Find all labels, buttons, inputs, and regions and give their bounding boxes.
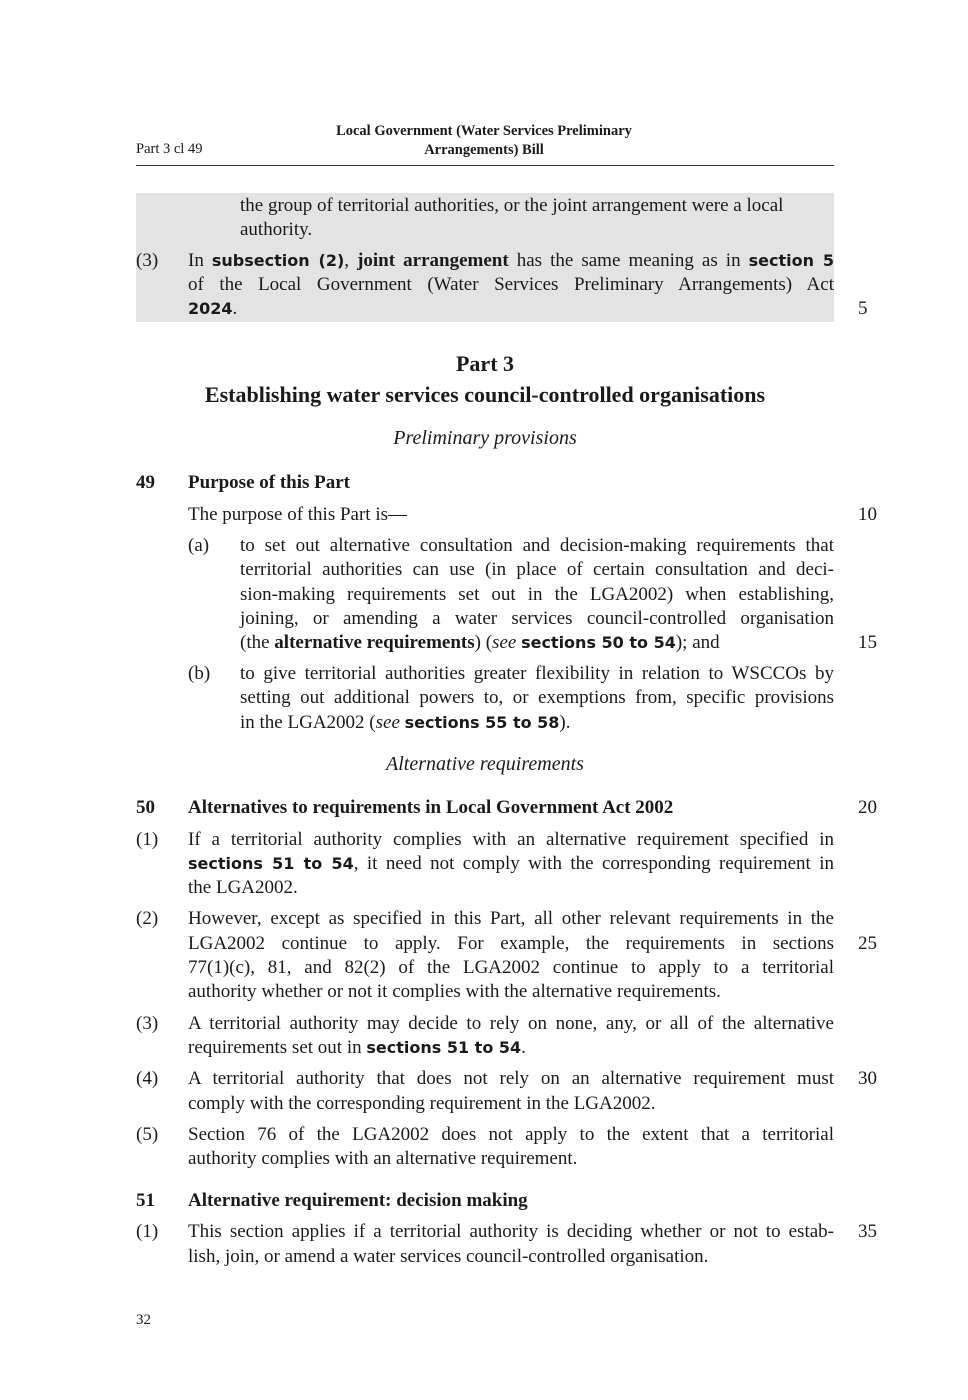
paragraph-b-line-2: setting out additional powers to, or exemptions from, specific provisions <box>240 687 834 708</box>
cross-reference: subsection (2) <box>211 251 345 270</box>
subsection-3-line-1 <box>188 249 834 274</box>
running-header-title-line2: Arrangements) Bill <box>424 142 544 158</box>
line-number: 5 <box>858 298 868 319</box>
text-run: . <box>232 298 238 319</box>
s50-1-line-1: If a territorial authority complies with an alternative requirement specified in <box>188 829 834 850</box>
running-header-title-line1: Local Government (Water Services Preliminary <box>336 123 632 139</box>
part-title: Establishing water services council-controlled organisations <box>204 382 766 407</box>
s50-2-line-2: LGA2002 continue to apply. For example, the requirements in sections <box>188 933 834 954</box>
section-heading: Purpose of this Part <box>188 472 351 493</box>
text-run: ) ( <box>474 632 493 653</box>
text-run: In <box>188 250 212 271</box>
part-number: Part 3 <box>455 351 515 376</box>
text-run: in the LGA2002 ( <box>240 712 376 733</box>
subsection-3-line-2: of the Local Government (Water Services Preliminary Arrangements) Act <box>188 274 834 295</box>
s50-4-line-1: A territorial authority that does not rely on an alternative requirement must <box>188 1068 834 1089</box>
text-run: requirements set out in <box>188 1037 367 1058</box>
s50-3-line-1: A territorial authority may decide to rely on none, any, or all of the alternative <box>188 1013 834 1034</box>
defined-term: joint arrangement <box>357 250 509 271</box>
paragraph-label: (b) <box>188 663 211 684</box>
subsection-number: (3) <box>136 250 159 271</box>
subsection-number: (2) <box>136 908 159 929</box>
text-run: see <box>492 632 517 653</box>
cross-reference: 2024 <box>188 299 233 318</box>
cross-reference: sections 55 to 58 <box>404 713 560 732</box>
text-run: ). <box>559 712 571 733</box>
cross-heading-alternative: Alternative requirements <box>386 753 584 775</box>
text-run: . <box>521 1037 526 1058</box>
line-number: 25 <box>858 933 877 954</box>
carry-line-2: authority. <box>240 219 313 240</box>
page-number: 32 <box>136 1312 151 1328</box>
paragraph-a-line-3: sion-making requirements set out in the LGA2002) when establishing, <box>240 584 834 605</box>
s50-1-line-3: the LGA2002. <box>188 877 298 898</box>
subsection-number: (4) <box>136 1068 159 1089</box>
s50-5-line-2: authority complies with an alternative requirement. <box>188 1148 578 1169</box>
paragraph-b-line-3 <box>240 711 571 736</box>
cross-heading-preliminary: Preliminary provisions <box>393 427 577 449</box>
s50-2-line-1: However, except as specified in this Part, all other relevant requirements in the <box>188 908 834 929</box>
s50-5-line-1: Section 76 of the LGA2002 does not apply to the extent that a territorial <box>188 1124 834 1145</box>
subsection-number: (5) <box>136 1124 159 1145</box>
line-number: 10 <box>858 504 877 525</box>
cross-reference: sections 51 to 54 <box>188 854 354 873</box>
paragraph-a-line-1: to set out alternative consultation and decision-making requirements that <box>240 535 834 556</box>
s50-1-line-2 <box>188 852 834 877</box>
text-run: ); and <box>675 632 720 653</box>
text-run: see <box>375 712 400 733</box>
line-number: 30 <box>858 1068 877 1089</box>
defined-term: alternative requirements <box>274 632 475 653</box>
line-number: 20 <box>858 797 877 818</box>
cross-reference: sections 50 to 54 <box>521 633 676 652</box>
paragraph-a-line-4: joining, or amending a water services council-controlled organisation <box>240 608 834 629</box>
text-run: , <box>344 250 358 271</box>
section-heading: Alternatives to requirements in Local Government Act 2002 <box>188 797 674 818</box>
paragraph-b-line-1: to give territorial authorities greater flexibility in relation to WSCCOs by <box>240 663 834 684</box>
paragraph-label: (a) <box>188 535 210 556</box>
s50-4-line-2: comply with the corresponding requirement in the LGA2002. <box>188 1093 656 1114</box>
running-header-part: Part 3 cl 49 <box>136 141 203 157</box>
header-rule <box>136 165 834 166</box>
section-intro: The purpose of this Part is— <box>188 504 408 525</box>
s50-3-line-2 <box>188 1036 526 1061</box>
carry-line-1: the group of territorial authorities, or the joint arrangement were a local <box>240 195 784 216</box>
paragraph-a-line-5 <box>240 631 720 656</box>
s51-1-line-1: This section applies if a territorial authority is deciding whether or not to estab- <box>188 1221 834 1242</box>
text-run: (the <box>240 632 275 653</box>
s50-2-line-4: authority whether or not it complies with the alternative requirements. <box>188 981 721 1002</box>
running-header-title <box>300 122 668 160</box>
line-number: 35 <box>858 1221 877 1242</box>
subsection-number: (3) <box>136 1013 159 1034</box>
line-number: 15 <box>858 632 877 653</box>
paragraph-a-line-2: territorial authorities can use (in place of certain consultation and deci- <box>240 559 834 580</box>
section-number: 50 <box>136 797 155 818</box>
cross-reference: section 5 <box>748 251 835 270</box>
section-number: 49 <box>136 472 155 493</box>
text-run: , it need not comply with the corresponding requirement in <box>353 853 835 874</box>
section-heading: Alternative requirement: decision making <box>188 1190 528 1211</box>
text-run: has the same meaning as in <box>508 250 749 271</box>
cross-reference: sections 51 to 54 <box>366 1038 522 1057</box>
subsection-number: (1) <box>136 1221 159 1242</box>
section-number: 51 <box>136 1190 155 1211</box>
subsection-3-line-3 <box>188 297 237 322</box>
subsection-number: (1) <box>136 829 159 850</box>
s50-2-line-3: 77(1)(c), 81, and 82(2) of the LGA2002 continue to apply to a territorial <box>188 957 834 978</box>
s51-1-line-2: lish, join, or amend a water services council-controlled organisation. <box>188 1246 709 1267</box>
